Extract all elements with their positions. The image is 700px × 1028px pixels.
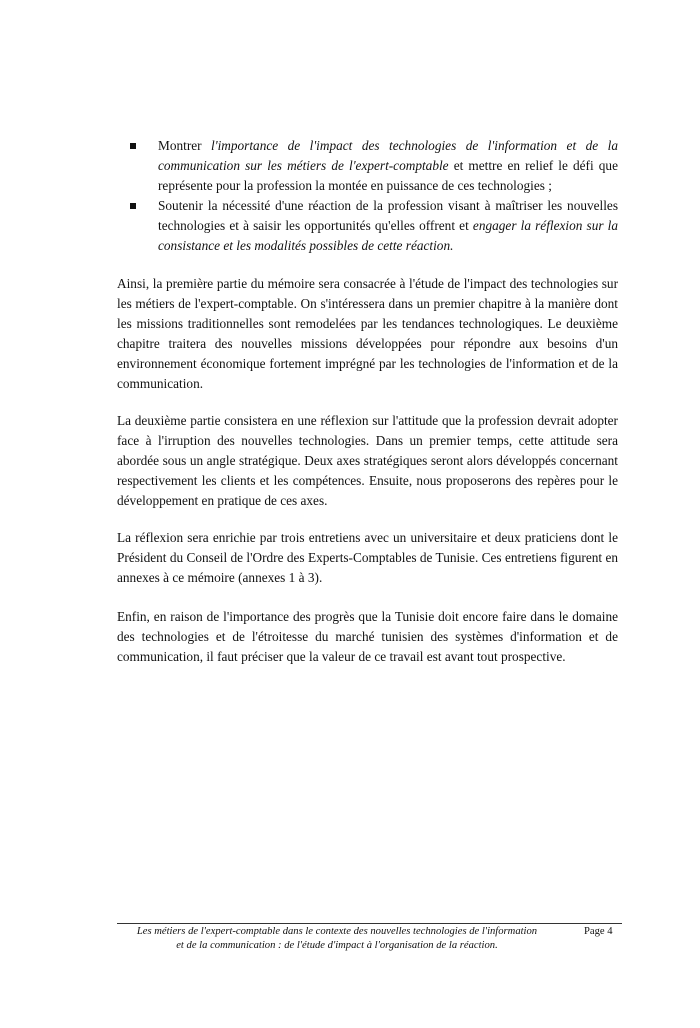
bullet-text-italic-segment: l'importance de l'impact des technologies de l'information et de la communication sur les métiers de l'expert-comptable — [158, 138, 618, 173]
footer-divider — [117, 923, 622, 924]
bullet-text-italic-segment: engager la réflexion sur la consistance et les modalités possibles de cette réaction. — [158, 218, 619, 253]
square-bullet-icon — [130, 203, 136, 209]
footer-title — [117, 925, 557, 953]
page-number: Page 4 — [584, 926, 613, 937]
footer-title-line: et de la communication : de l'étude d'impact à l'organisation de la réaction. — [176, 940, 498, 951]
bullet-text-segment: Soutenir la nécessité d'une réaction de la profession visant à maîtriser les nouvelles technologies et à saisir les opportunités qu'elles offrent et — [158, 198, 618, 233]
paragraph-interviews: La réflexion sera enrichie par trois entretiens avec un universitaire et deux praticiens dont le Président du Conseil de l'Ordre des Experts-Comptables de Tunisie. Ces entretiens figurent en annexes à ce mémoire (annexes 1 à 3). — [117, 530, 618, 585]
paragraph-conclusion: Enfin, en raison de l'importance des progrès que la Tunisie doit encore faire dans le domaine des technologies et de l'étroitesse du marché tunisien des systèmes d'information et de communication, il faut préciser que la valeur de ce travail est avant tout prospective. — [117, 609, 618, 664]
paragraph-second-part: La deuxième partie consistera en une réflexion sur l'attitude que la profession devrait adopter face à l'irruption des nouvelles technologies. Dans un premier temps, cette attitude sera abordée sous un angle stratégique. Deux axes stratégiques seront alors développés concernant respectivement les clients et les compétences. Ensuite, nous proposerons des repères pour le développement en pratique de ces axes. — [117, 413, 618, 508]
footer-title-line: Les métiers de l'expert-comptable dans le contexte des nouvelles technologies de l'information — [136, 926, 538, 937]
bullet-text-segment: Montrer — [158, 138, 212, 153]
bullet-text — [158, 198, 618, 253]
bullet-text-segment: et mettre en relief le défi que représente pour la profession la montée en puissance de ces technologies ; — [158, 158, 618, 193]
square-bullet-icon — [130, 143, 136, 149]
bullet-item — [130, 196, 618, 256]
paragraph-first-part: Ainsi, la première partie du mémoire sera consacrée à l'étude de l'impact des technologies sur les métiers de l'expert-comptable. On s'intéressera dans un premier chapitre à la manière dont les missions traditionnelles sont remodelées par les tendances technologiques. Le deuxième chapitre traitera des nouvelles missions développées pour répondre aux besoins d'un environnement économique fortement imprégné par les technologies de l'information et de la communication. — [117, 276, 618, 391]
objectives-list — [130, 136, 618, 256]
bullet-item — [130, 136, 618, 196]
bullet-text — [158, 138, 618, 193]
